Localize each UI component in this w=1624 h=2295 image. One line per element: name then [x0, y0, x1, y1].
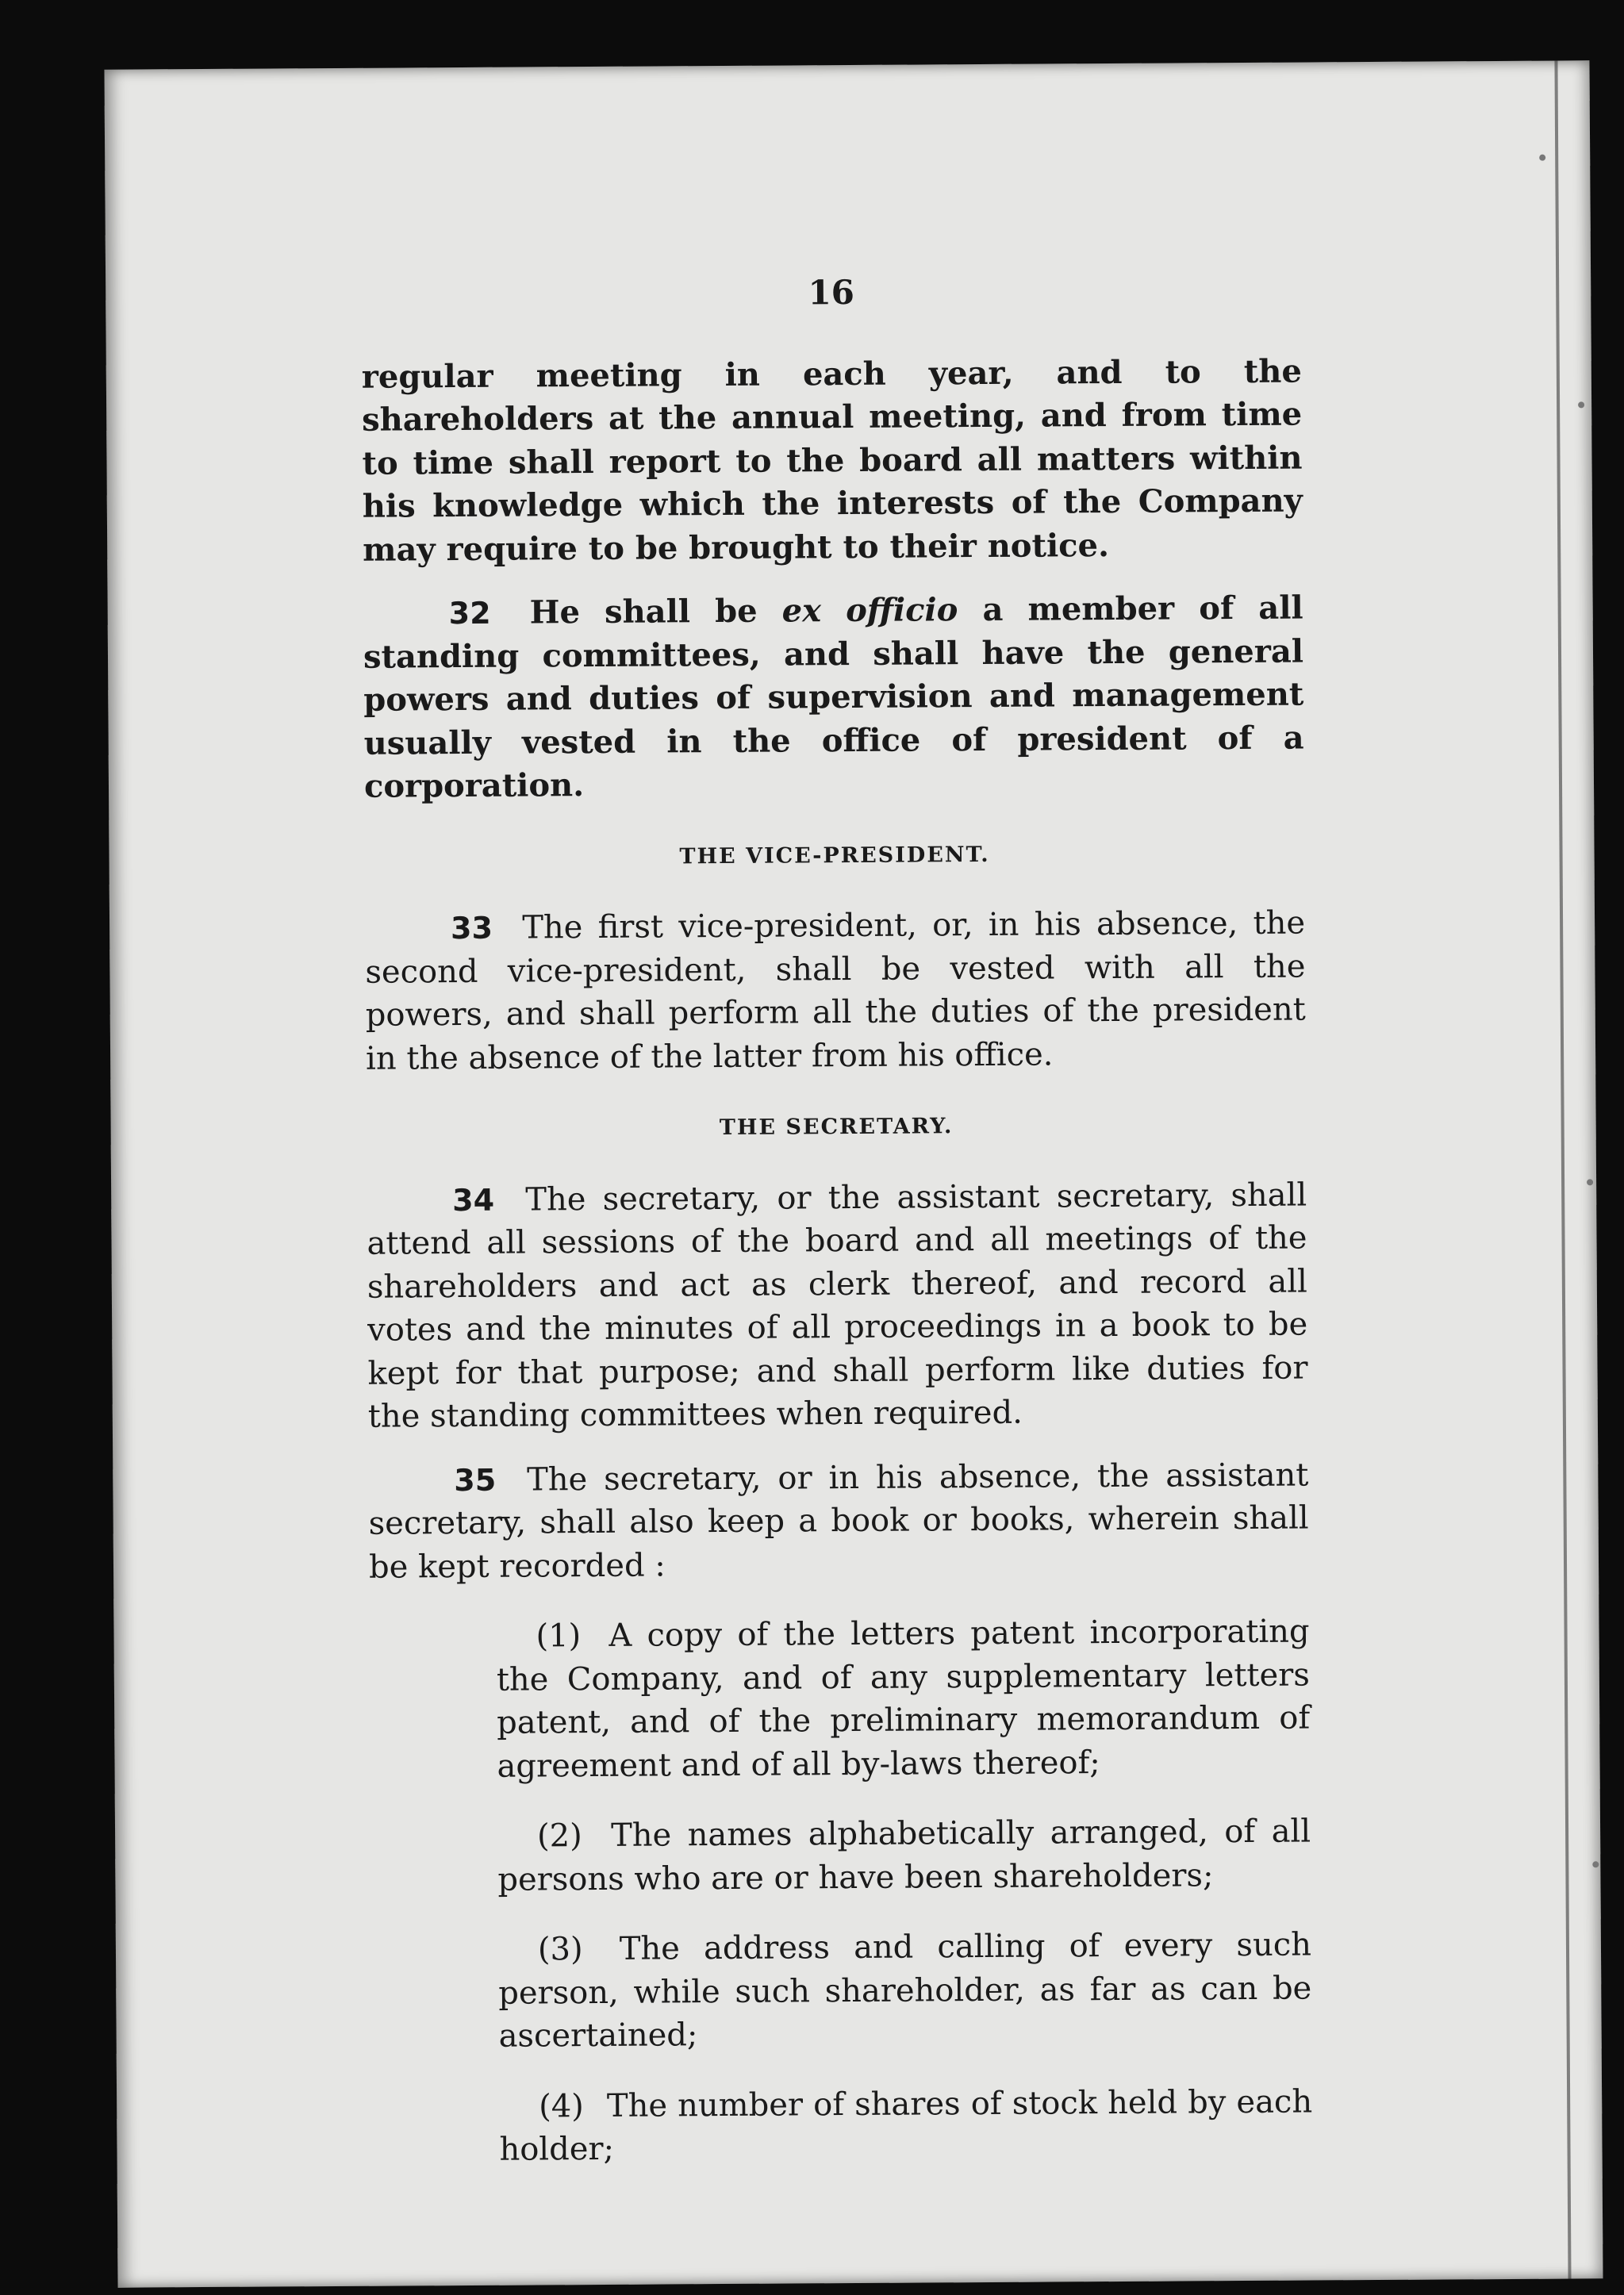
section-number: 32: [448, 595, 491, 631]
speck: [1578, 401, 1584, 408]
section-32-text-after: a member of all standing committees, and shall have the general powers and duties of supervision and management usually vested in the office of president of a corporation.: [363, 589, 1304, 805]
list-item: [498, 1923, 1312, 2058]
section-number: 34: [452, 1182, 495, 1218]
section-number: 35: [454, 1462, 497, 1498]
item-number: (1): [536, 1618, 582, 1655]
section-35-text: The secretary, or in his absence, the assistant secretary, shall also keep a book or books, wherein shall be kept recorded :: [368, 1456, 1309, 1586]
item-text: A copy of the letters patent incorporating the Company, and of any supplementary letters patent, and of the preliminary memorandum of agreement and of all by-laws thereof;: [496, 1613, 1311, 1785]
section-32-italic: ex officio: [781, 591, 958, 630]
item-text: The address and calling of every such person, while such shareholder, as far as can be ascertained;: [498, 1926, 1312, 2055]
section-34-text: The secretary, or the assistant secretary, shall attend all sessions of the board and all meetings of the shareholders and act as clerk thereof, and record all votes and the minutes of all proceedings in a book to be kept for that purpose; and shall perform like duties for the standing committees when required.: [367, 1176, 1308, 1435]
intro-paragraph: regular meeting in each year, and to the shareholders at the annual meeting, and from time to time shall report to the board all matters within his knowledge which the interests of the Company may require to be brought to their notice.: [361, 352, 1303, 569]
section-35: [368, 1453, 1309, 1589]
document-page: [104, 60, 1603, 2287]
section-33: [365, 902, 1306, 1080]
speck: [1539, 155, 1545, 161]
item-number: (2): [536, 1817, 582, 1855]
page-fold-shadow: [1554, 61, 1571, 2279]
section-32: [363, 587, 1305, 809]
list-item: [499, 2080, 1313, 2171]
speck: [1592, 1861, 1599, 1867]
section-33-text: The first vice-president, or, in his absence, the second vice-president, shall be vested with all the powers, and shall perform all the duties of the president in the absence of the latter from his office.: [365, 904, 1306, 1077]
list-item: [497, 1810, 1311, 1901]
item-number: (3): [537, 1931, 583, 1968]
section-32-text-before: He shall be: [529, 592, 758, 631]
heading-vice-president: THE VICE-PRESIDENT.: [679, 842, 990, 869]
section-34: [367, 1173, 1308, 1438]
speck: [1587, 1179, 1593, 1185]
item-text: The number of shares of stock held by each holder;: [499, 2082, 1313, 2168]
text-column: [361, 269, 1313, 2173]
item-text: The names alphabetically arranged, of all persons who are or have been shareholders;: [497, 1813, 1311, 1898]
section-number: 33: [450, 910, 493, 946]
list-item: [496, 1610, 1310, 1788]
item-number: (4): [539, 2087, 584, 2124]
page-number: 16: [808, 272, 855, 313]
heading-secretary: THE SECRETARY.: [719, 1114, 954, 1141]
